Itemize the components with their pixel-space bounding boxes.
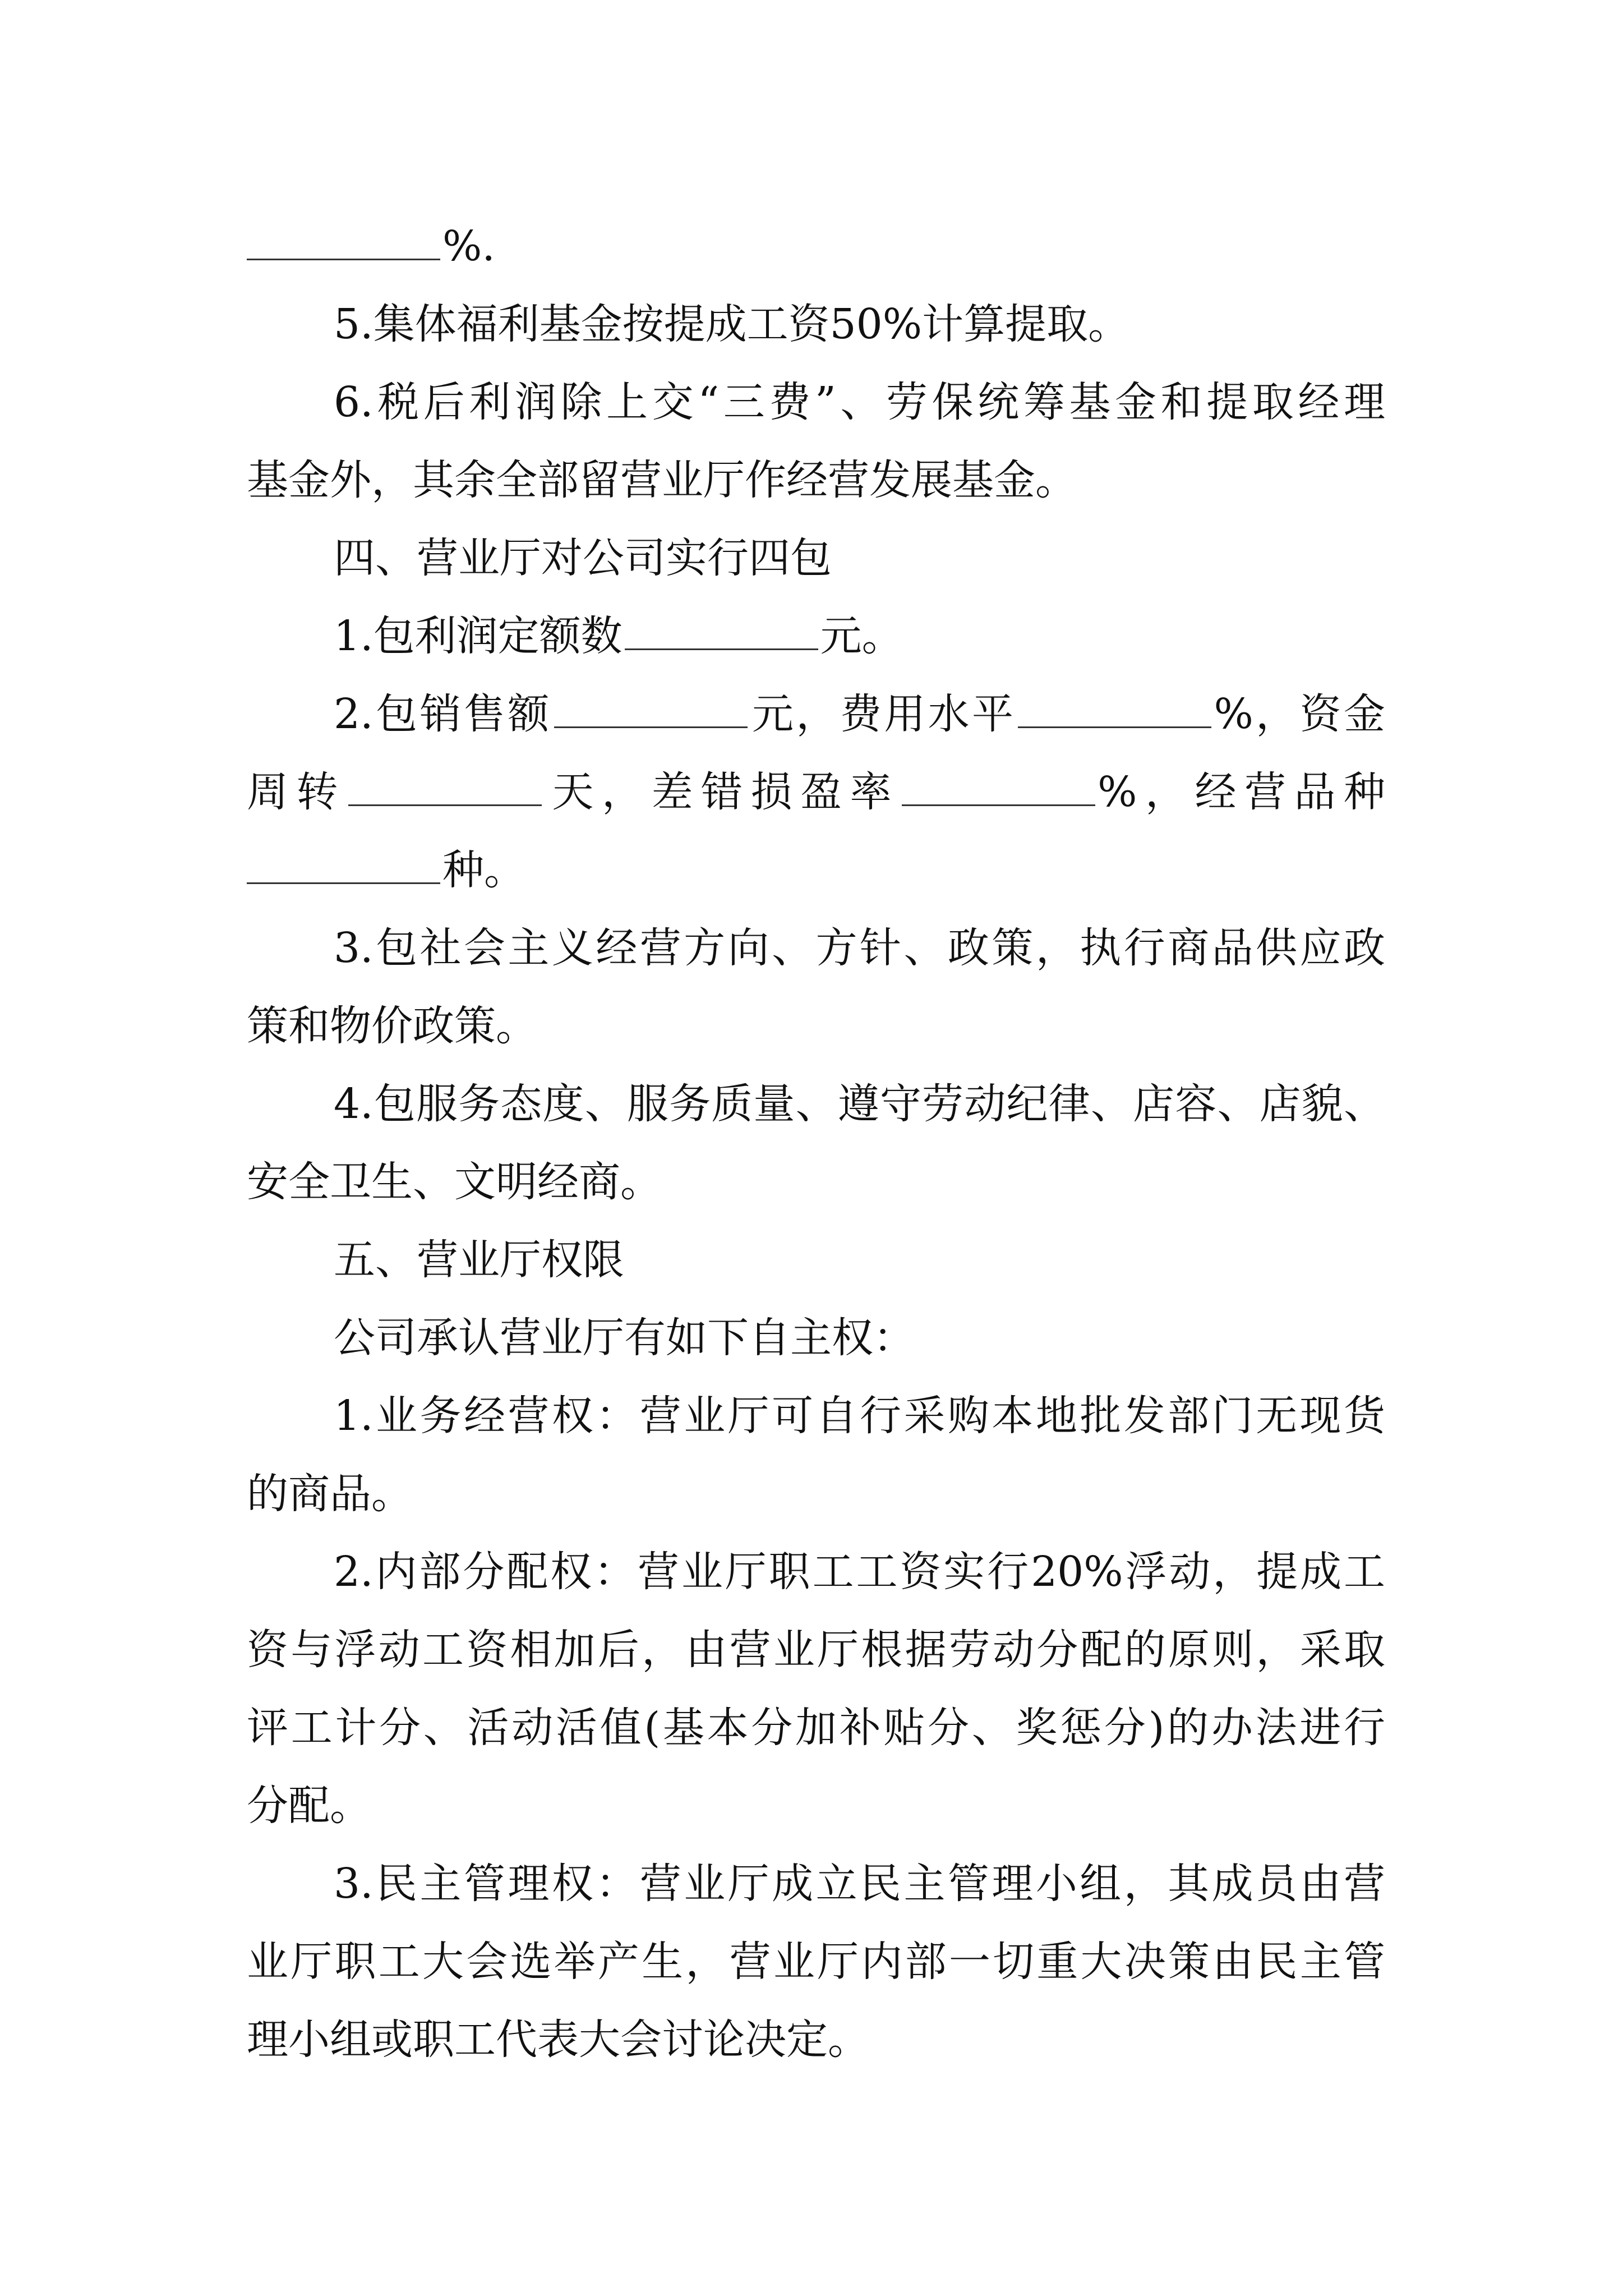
fill-in-blank <box>1018 687 1211 728</box>
text-line: 分配。 <box>247 1782 371 1830</box>
text-line: 资与浮动工资相加后，由营业厅根据劳动分配的原则，采取 <box>247 1626 1385 1674</box>
text-line: 的商品。 <box>247 1470 413 1518</box>
text-line: 评工计分、活动活值(基本分加补贴分、奖惩分)的办法进行 <box>247 1704 1385 1752</box>
fill-in-blank <box>348 765 542 806</box>
section-heading: 四、营业厅对公司实行四包 <box>334 534 832 582</box>
text-line: 1.业务经营权：营业厅可自行采购本地批发部门无现货 <box>334 1392 1385 1440</box>
fill-in-blank <box>247 219 440 260</box>
fill-in-blank <box>554 687 748 728</box>
text-line: 基金外，其余全部留营业厅作经营发展基金。 <box>247 456 1077 504</box>
text-line: 3.包社会主义经营方向、方针、政策，执行商品供应政 <box>334 924 1385 972</box>
text-line: 2.内部分配权：营业厅职工工资实行20%浮动，提成工 <box>334 1548 1385 1596</box>
fill-in-blank <box>625 609 818 650</box>
text-line: 2.包销售额 元，费用水平 %，资金 <box>247 675 1385 753</box>
text-line: 安全卫生、文明经商。 <box>247 1158 662 1206</box>
text-line: 4.包服务态度、服务质量、遵守劳动纪律、店容、店貌、 <box>334 1080 1385 1128</box>
text-line: 种。 <box>247 831 1385 909</box>
text-line: 3.民主管理权：营业厅成立民主管理小组，其成员由营 <box>334 1860 1385 1908</box>
text-line: 5.集体福利基金按提成工资50%计算提取。 <box>334 300 1130 348</box>
text-line: 业厅职工大会选举产生，营业厅内部一切重大决策由民主管 <box>247 1938 1385 1986</box>
text-line: 6.税后利润除上交“三费”、劳保统筹基金和提取经理 <box>334 378 1385 426</box>
fill-in-blank <box>247 843 440 884</box>
document-body <box>247 208 1385 2079</box>
text-line: 策和物价政策。 <box>247 1002 537 1050</box>
text-line: 1.包利润定额数 元。 <box>247 597 1385 675</box>
text-line: 周转 天，差错损盈率 %，经营品种 <box>247 753 1385 831</box>
text-line: 公司承认营业厅有如下自主权： <box>334 1314 915 1362</box>
text-line: %. <box>247 208 1385 286</box>
fill-in-blank <box>902 765 1095 806</box>
text-line: 理小组或职工代表大会讨论决定。 <box>247 2016 869 2064</box>
section-heading: 五、营业厅权限 <box>334 1236 624 1284</box>
